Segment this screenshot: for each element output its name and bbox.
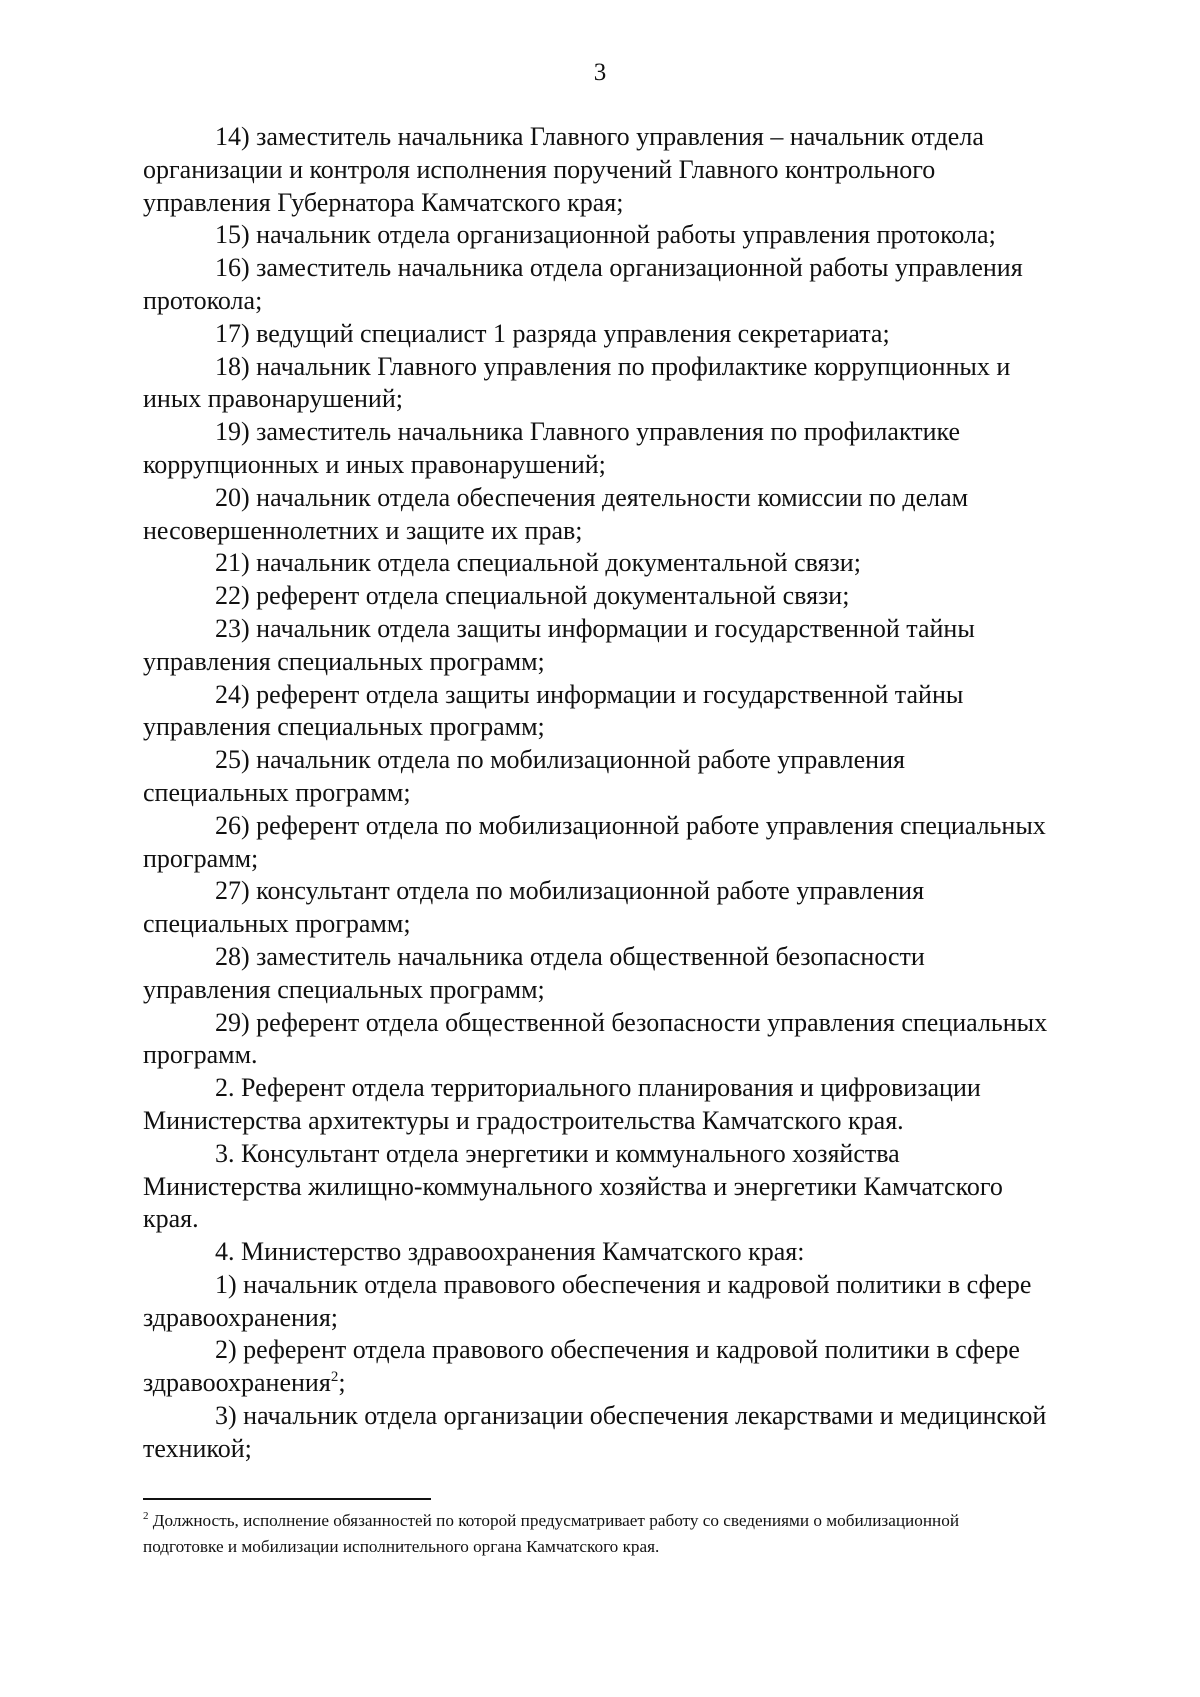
list-item: 15) начальник отдела организационной работы управления протокола; <box>215 220 996 250</box>
list-item: 28) заместитель начальника отдела общественной безопасности управления специальных программ; <box>143 941 925 1004</box>
list-item: 19) заместитель начальника Главного управления по профилактике коррупционных и иных правонарушений; <box>143 417 961 479</box>
footnote <box>143 1508 1115 1560</box>
list-item-text: 2) референт отдела правового обеспечения и кадровой политики в сфере здравоохранения <box>143 1335 1020 1398</box>
footnote-reference[interactable]: 2 <box>330 1369 339 1386</box>
section-heading: 4. Министерство здравоохранения Камчатского края: <box>215 1237 805 1267</box>
list-item: 21) начальник отдела специальной документальной связи; <box>215 548 861 578</box>
page-number: 3 <box>593 59 607 86</box>
list-item-end: ; <box>338 1368 346 1398</box>
footnote-mark: 2 <box>143 1510 149 1522</box>
list-item: 1) начальник отдела правового обеспечения и кадровой политики в сфере здравоохранения; <box>143 1269 1032 1332</box>
list-item: 17) ведущий специалист 1 разряда управления секретариата; <box>215 318 890 348</box>
footnote-text: Должность, исполнение обязанностей по которой предусматривает работу со сведениями о мобилизационной подготовке и мобилизации исполнительного органа Камчатского края. <box>143 1511 960 1556</box>
list-item: 26) референт отдела по мобилизационной работе управления специальных программ; <box>143 810 1046 873</box>
list-item: 22) референт отдела специальной документальной связи; <box>215 581 850 611</box>
footnote-separator <box>143 1498 431 1500</box>
list-item: 16) заместитель начальника отдела организационной работы управления протокола; <box>143 253 1023 315</box>
list-item-with-footnote <box>143 1334 1115 1400</box>
document-body <box>143 121 1115 1466</box>
list-item: 25) начальник отдела по мобилизационной работе управления специальных программ; <box>143 745 905 807</box>
list-item: 18) начальник Главного управления по профилактике коррупционных и иных правонарушений; <box>143 351 1011 414</box>
section-paragraph: 3. Консультант отдела энергетики и коммунального хозяйства Министерства жилищно-коммунального хозяйства и энергетики Камчатского края. <box>143 1138 1003 1234</box>
list-item: 24) референт отдела защиты информации и государственной тайны управления специальных программ; <box>143 679 964 742</box>
section-paragraph: 2. Референт отдела территориального планирования и цифровизации Министерства архитектуры и градостроительства Камчатского края. <box>143 1073 981 1135</box>
list-item: 23) начальник отдела защиты информации и государственной тайны управления специальных программ; <box>143 613 975 676</box>
list-item: 27) консультант отдела по мобилизационной работе управления специальных программ; <box>143 876 925 939</box>
list-item: 29) референт отдела общественной безопасности управления специальных программ. <box>143 1007 1048 1070</box>
list-item: 20) начальник отдела обеспечения деятельности комиссии по делам несовершеннолетних и защите их прав; <box>143 482 969 545</box>
list-item: 3) начальник отдела организации обеспечения лекарствами и медицинской техникой; <box>143 1401 1047 1463</box>
list-item: 14) заместитель начальника Главного управления – начальник отдела организации и контроля исполнения поручений Главного контрольного управления Губернатора Камчатского края; <box>143 122 984 217</box>
